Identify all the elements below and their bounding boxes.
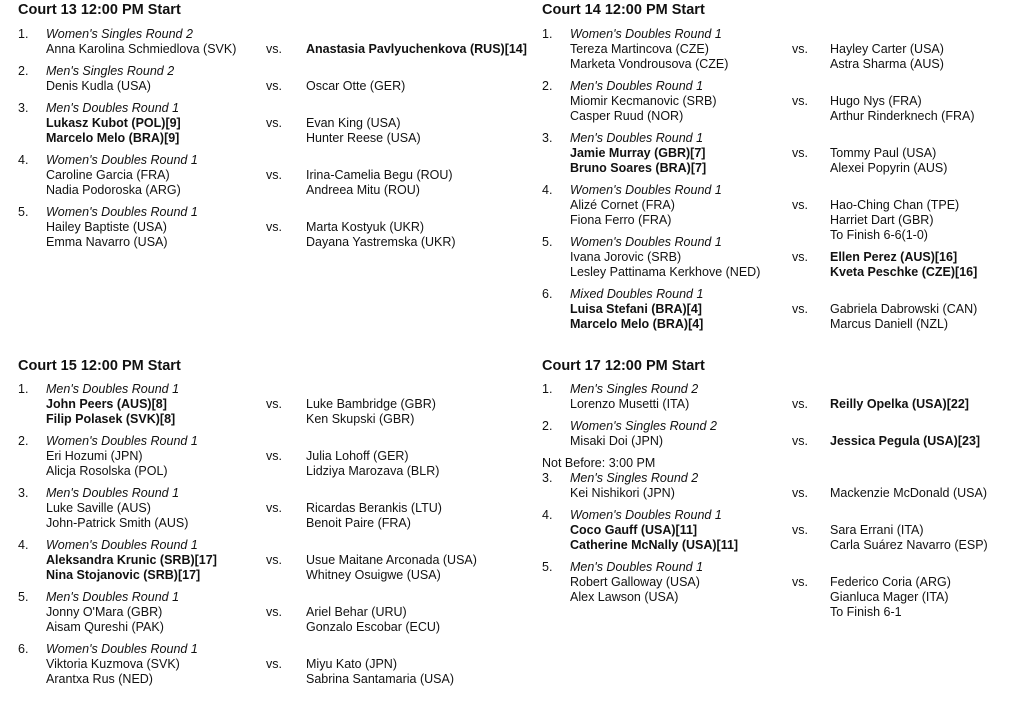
match-entry: [542, 382, 1012, 412]
player-name: Marcus Daniell (NZL): [830, 317, 949, 331]
player-name: Whitney Osuigwe (USA): [306, 568, 441, 582]
round-label: Women's Doubles Round 1: [46, 153, 198, 167]
opponent-column: [830, 575, 951, 620]
match-left-column: [570, 419, 717, 449]
opponent-column: [830, 523, 988, 553]
match-left-column: [46, 153, 198, 198]
player-name: Lorenzo Musetti (ITA): [570, 397, 690, 411]
opponent-column: [830, 250, 977, 280]
court-section: [542, 358, 1012, 698]
opponent-column: [306, 397, 436, 427]
match-number: 5.: [542, 235, 553, 249]
match-entry: [542, 27, 1012, 72]
player-name: Ken Skupski (GBR): [306, 412, 415, 426]
match-number: 1.: [542, 382, 553, 396]
player-name: Robert Galloway (USA): [570, 575, 700, 589]
match-entry: [18, 642, 488, 687]
player-name: Ricardas Berankis (LTU): [306, 501, 442, 515]
match-entry: [18, 64, 488, 94]
match-left-column: [46, 642, 198, 687]
player-name: Hailey Baptiste (USA): [46, 220, 167, 234]
player-name: Casper Ruud (NOR): [570, 109, 684, 123]
player-name: Kveta Peschke (CZE)[16]: [830, 265, 978, 279]
court-section: [18, 358, 488, 698]
match-number: 3.: [18, 101, 29, 115]
vs-label: vs.: [792, 198, 808, 212]
opponent-column: [830, 302, 977, 332]
vs-label: vs.: [792, 250, 808, 264]
match-left-column: [570, 560, 703, 605]
player-name: Jessica Pegula (USA)[23]: [830, 434, 981, 448]
opponent-column: [306, 449, 439, 479]
player-name: Federico Coria (ARG): [830, 575, 951, 589]
match-number: 3.: [542, 131, 553, 145]
vs-label: vs.: [792, 486, 808, 500]
match-entry: [18, 153, 488, 198]
player-name: John Peers (AUS)[8]: [46, 397, 167, 411]
match-number: 6.: [18, 642, 29, 656]
match-left-column: [570, 79, 717, 124]
vs-label: vs.: [792, 302, 808, 316]
player-name: Hugo Nys (FRA): [830, 94, 922, 108]
match-number: 1.: [18, 27, 29, 41]
opponent-column: [306, 116, 421, 146]
player-name: Kei Nishikori (JPN): [570, 486, 675, 500]
player-name: Marcelo Melo (BRA)[4]: [570, 317, 704, 331]
match-left-column: [46, 205, 198, 250]
vs-label: vs.: [792, 523, 808, 537]
player-name: Alexei Popyrin (AUS): [830, 161, 948, 175]
player-name: Usue Maitane Arconada (USA): [306, 553, 477, 567]
vs-label: vs.: [792, 146, 808, 160]
player-name: Lukasz Kubot (POL)[9]: [46, 116, 181, 130]
court-title: Court 15 12:00 PM Start: [18, 358, 181, 374]
player-name: Nadia Podoroska (ARG): [46, 183, 181, 197]
round-label: Women's Doubles Round 1: [46, 642, 198, 656]
player-name: Sara Errani (ITA): [830, 523, 924, 537]
match-left-column: [46, 590, 179, 635]
to-finish-note: To Finish 6-6(1-0): [830, 228, 928, 242]
player-name: Gabriela Dabrowski (CAN): [830, 302, 978, 316]
player-name: Anna Karolina Schmiedlova (SVK): [46, 42, 237, 56]
not-before-note: Not Before: 3:00 PM: [542, 456, 656, 470]
vs-label: vs.: [792, 575, 808, 589]
match-number: 1.: [18, 382, 29, 396]
player-name: Arantxa Rus (NED): [46, 672, 153, 686]
player-name: Luke Bambridge (GBR): [306, 397, 436, 411]
round-label: Women's Doubles Round 1: [570, 183, 722, 197]
match-number: 3.: [542, 471, 553, 485]
player-name: Lesley Pattinama Kerkhove (NED): [570, 265, 761, 279]
match-left-column: [46, 64, 174, 94]
player-name: Sabrina Santamaria (USA): [306, 672, 454, 686]
opponent-column: [830, 94, 975, 124]
vs-label: vs.: [266, 168, 282, 182]
round-label: Men's Doubles Round 1: [570, 131, 704, 145]
player-name: Marcelo Melo (BRA)[9]: [46, 131, 180, 145]
vs-label: vs.: [266, 79, 282, 93]
match-number: 5.: [18, 590, 29, 604]
match-entry: [18, 27, 527, 57]
match-number: 2.: [18, 434, 29, 448]
vs-label: vs.: [792, 94, 808, 108]
round-label: Mixed Doubles Round 1: [570, 287, 704, 301]
match-left-column: [46, 27, 236, 57]
vs-label: vs.: [266, 397, 282, 411]
round-label: Men's Doubles Round 1: [570, 560, 704, 574]
round-label: Women's Doubles Round 1: [46, 205, 198, 219]
opponent-column: [830, 434, 980, 449]
match-number: 2.: [542, 79, 553, 93]
player-name: Alex Lawson (USA): [570, 590, 679, 604]
opponent-column: [830, 42, 944, 72]
opponent-column: [306, 42, 527, 57]
player-name: Benoit Paire (FRA): [306, 516, 411, 530]
round-label: Women's Singles Round 2: [570, 419, 717, 433]
player-name: Misaki Doi (JPN): [570, 434, 664, 448]
player-name: Mackenzie McDonald (USA): [830, 486, 987, 500]
opponent-column: [306, 605, 440, 635]
round-label: Women's Doubles Round 1: [570, 235, 722, 249]
player-name: Caroline Garcia (FRA): [46, 168, 170, 182]
player-name: Alicja Rosolska (POL): [46, 464, 168, 478]
player-name: Harriet Dart (GBR): [830, 213, 934, 227]
player-name: Aleksandra Krunic (SRB)[17]: [46, 553, 217, 567]
player-name: Oscar Otte (GER): [306, 79, 406, 93]
match-number: 4.: [542, 508, 553, 522]
player-name: Jonny O'Mara (GBR): [46, 605, 163, 619]
player-name: Coco Gauff (USA)[11]: [570, 523, 698, 537]
player-name: Lidziya Marozava (BLR): [306, 464, 440, 478]
player-name: Emma Navarro (USA): [46, 235, 168, 249]
match-number: 4.: [542, 183, 553, 197]
player-name: Fiona Ferro (FRA): [570, 213, 672, 227]
match-left-column: [570, 183, 722, 228]
player-name: John-Patrick Smith (AUS): [46, 516, 189, 530]
player-name: Andreea Mitu (ROU): [306, 183, 420, 197]
opponent-column: [306, 657, 454, 687]
match-number: 3.: [18, 486, 29, 500]
player-name: Julia Lohoff (GER): [306, 449, 409, 463]
player-name: Nina Stojanovic (SRB)[17]: [46, 568, 201, 582]
player-name: Aisam Qureshi (PAK): [46, 620, 164, 634]
round-label: Men's Doubles Round 1: [46, 590, 180, 604]
court-title: Court 17 12:00 PM Start: [542, 358, 705, 374]
player-name: Alizé Cornet (FRA): [570, 198, 675, 212]
match-left-column: [570, 235, 760, 280]
vs-label: vs.: [792, 42, 808, 56]
match-entry: [18, 538, 488, 583]
round-label: Men's Doubles Round 1: [46, 101, 180, 115]
match-number: 2.: [542, 419, 553, 433]
player-name: Viktoria Kuzmova (SVK): [46, 657, 180, 671]
vs-label: vs.: [792, 397, 808, 411]
player-name: Bruno Soares (BRA)[7]: [570, 161, 707, 175]
round-label: Women's Singles Round 2: [46, 27, 193, 41]
player-name: Gianluca Mager (ITA): [830, 590, 949, 604]
player-name: Ellen Perez (AUS)[16]: [830, 250, 958, 264]
player-name: Luisa Stefani (BRA)[4]: [570, 302, 702, 316]
player-name: Ivana Jorovic (SRB): [570, 250, 682, 264]
player-name: Eri Hozumi (JPN): [46, 449, 143, 463]
round-label: Men's Doubles Round 1: [46, 486, 180, 500]
round-label: Men's Singles Round 2: [570, 382, 699, 396]
player-name: Tommy Paul (USA): [830, 146, 937, 160]
player-name: Hao-Ching Chan (TPE): [830, 198, 960, 212]
opponent-column: [306, 168, 453, 198]
round-label: Women's Doubles Round 1: [570, 27, 722, 41]
vs-label: vs.: [266, 220, 282, 234]
player-name: Astra Sharma (AUS): [830, 57, 944, 71]
match-left-column: [570, 27, 728, 72]
player-name: Irina-Camelia Begu (ROU): [306, 168, 453, 182]
match-left-column: [46, 434, 198, 479]
player-name: Hayley Carter (USA): [830, 42, 944, 56]
match-number: 4.: [18, 153, 29, 167]
opponent-column: [830, 146, 947, 176]
match-left-column: [46, 538, 217, 583]
player-name: Marta Kostyuk (UKR): [306, 220, 425, 234]
player-name: Luke Saville (AUS): [46, 501, 151, 515]
player-name: Arthur Rinderknech (FRA): [830, 109, 975, 123]
to-finish-note: To Finish 6-1: [830, 605, 902, 619]
round-label: Women's Doubles Round 1: [570, 508, 722, 522]
match-entry: [18, 486, 488, 531]
round-label: Men's Doubles Round 1: [570, 79, 704, 93]
match-left-column: [46, 486, 188, 531]
player-name: Jamie Murray (GBR)[7]: [570, 146, 706, 160]
round-label: Women's Doubles Round 1: [46, 538, 198, 552]
round-label: Women's Doubles Round 1: [46, 434, 198, 448]
match-entry: [18, 101, 488, 146]
player-name: Reilly Opelka (USA)[22]: [830, 397, 969, 411]
match-entry: [542, 560, 1012, 619]
opponent-column: [306, 220, 456, 250]
player-name: Ariel Behar (URU): [306, 605, 407, 619]
opponent-column: [306, 79, 405, 94]
round-label: Men's Singles Round 2: [46, 64, 175, 78]
match-entry: [18, 382, 488, 427]
match-entry: [542, 508, 1012, 553]
opponent-column: [306, 553, 477, 583]
player-name: Filip Polasek (SVK)[8]: [46, 412, 176, 426]
court-section: [542, 2, 1012, 342]
match-number: 1.: [542, 27, 553, 41]
player-name: Hunter Reese (USA): [306, 131, 421, 145]
opponent-column: [306, 501, 442, 531]
player-name: Marketa Vondrousova (CZE): [570, 57, 729, 71]
match-left-column: [570, 382, 698, 412]
vs-label: vs.: [266, 116, 282, 130]
player-name: Gonzalo Escobar (ECU): [306, 620, 441, 634]
round-label: Men's Doubles Round 1: [46, 382, 180, 396]
match-number: 5.: [18, 205, 29, 219]
player-name: Dayana Yastremska (UKR): [306, 235, 456, 249]
match-left-column: [46, 382, 179, 427]
player-name: Catherine McNally (USA)[11]: [570, 538, 739, 552]
match-entry: [542, 419, 1012, 449]
vs-label: vs.: [266, 449, 282, 463]
match-number: 4.: [18, 538, 29, 552]
match-left-column: [570, 508, 738, 553]
vs-label: vs.: [266, 501, 282, 515]
player-name: Tereza Martincova (CZE): [570, 42, 709, 56]
match-number: 5.: [542, 560, 553, 574]
vs-label: vs.: [792, 434, 808, 448]
court-section: [18, 2, 527, 342]
round-label: Men's Singles Round 2: [570, 471, 699, 485]
vs-label: vs.: [266, 553, 282, 567]
court-title: Court 14 12:00 PM Start: [542, 2, 705, 18]
match-left-column: [570, 131, 706, 176]
opponent-column: [830, 486, 987, 501]
match-number: 6.: [542, 287, 553, 301]
match-entry: [18, 205, 488, 250]
match-number: 2.: [18, 64, 29, 78]
player-name: Anastasia Pavlyuchenkova (RUS)[14]: [306, 42, 527, 56]
match-entry: [542, 235, 1012, 280]
vs-label: vs.: [266, 42, 282, 56]
match-left-column: [570, 287, 703, 332]
match-left-column: [46, 101, 181, 146]
match-entry: [542, 287, 1012, 332]
player-name: Carla Suárez Navarro (ESP): [830, 538, 988, 552]
match-entry: [542, 131, 1012, 176]
match-entry: [18, 590, 488, 635]
match-entry: [542, 471, 1012, 501]
player-name: Denis Kudla (USA): [46, 79, 151, 93]
match-entry: [18, 434, 488, 479]
match-entry: [542, 183, 1012, 242]
opponent-column: [830, 397, 969, 412]
vs-label: vs.: [266, 605, 282, 619]
match-left-column: [570, 471, 698, 501]
vs-label: vs.: [266, 657, 282, 671]
player-name: Evan King (USA): [306, 116, 401, 130]
player-name: Miomir Kecmanovic (SRB): [570, 94, 717, 108]
player-name: Miyu Kato (JPN): [306, 657, 397, 671]
match-entry: [542, 79, 1012, 124]
court-title: Court 13 12:00 PM Start: [18, 2, 181, 18]
